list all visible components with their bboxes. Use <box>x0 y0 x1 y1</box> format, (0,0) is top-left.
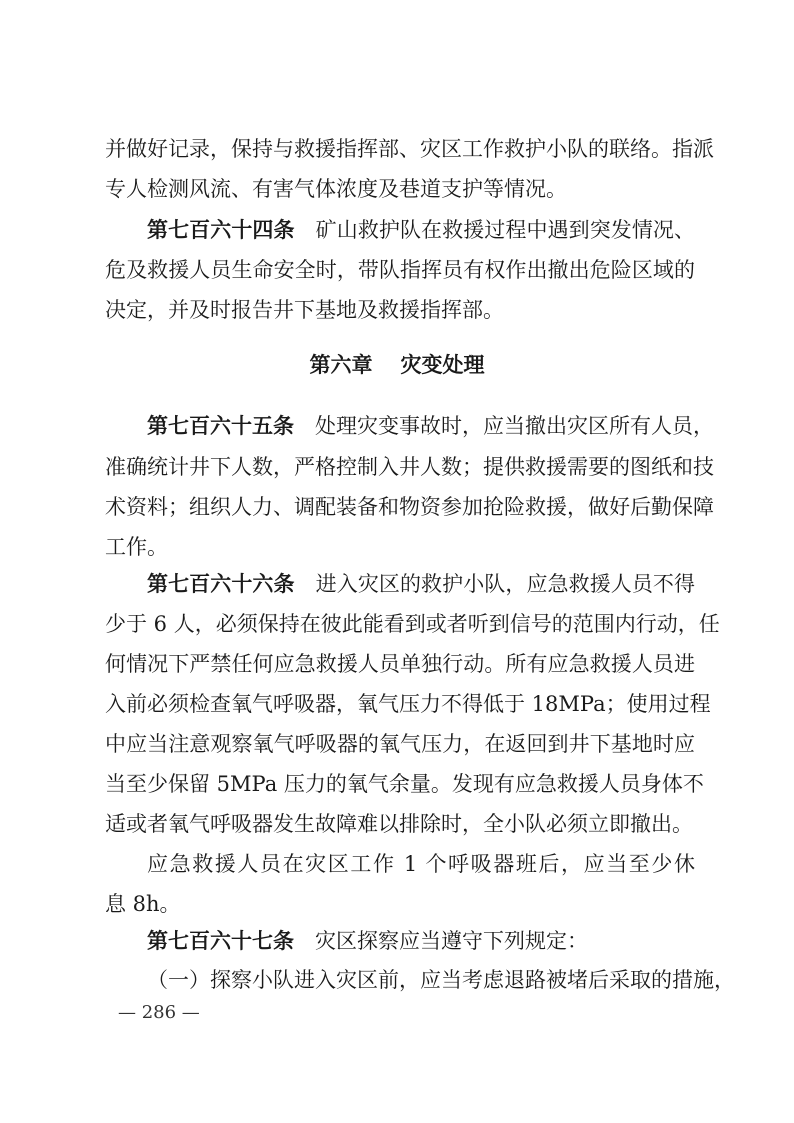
chapter-name: 灾变处理 <box>400 352 485 377</box>
list-item: （一）探察小队进入灾区前，应当考虑退路被堵后采取的措施， <box>147 968 735 992</box>
article-764-text: 矿山救护队在救援过程中遇到突发情况、 <box>315 218 696 242</box>
article-765-line <box>147 406 714 446</box>
chapter-heading <box>0 345 794 385</box>
text-line: 何情况下严禁任何应急救援人员单独行动。所有应急救援人员进 <box>105 652 695 676</box>
text-line: 并做好记录，保持与救援指挥部、灾区工作救护小队的联络。指派 <box>105 137 714 161</box>
text-line: 入前必须检查氧气呼吸器，氧气压力不得低于 18MPa；使用过程 <box>105 692 711 716</box>
article-767-text: 灾区探察应当遵守下列规定： <box>315 929 588 953</box>
text-line: 当至少保留 5MPa 压力的氧气余量。发现有应急救援人员身体不 <box>105 772 704 796</box>
article-764-line <box>147 210 695 250</box>
text-line: 术资料；组织人力、调配装备和物资参加抢险救援，做好后勤保障 <box>105 495 714 519</box>
article-766-line <box>147 564 695 604</box>
text-line: 应急救援人员在灾区工作 1 个呼吸器班后，应当至少休 <box>147 852 695 876</box>
page-number: — 286 — <box>118 1002 200 1023</box>
text-line: 息 8h。 <box>105 892 181 916</box>
article-766-title: 第七百六十六条 <box>147 571 295 596</box>
article-764-title: 第七百六十四条 <box>147 217 295 242</box>
text-line: 决定，并及时报告井下基地及救援指挥部。 <box>105 298 504 322</box>
article-765-text: 处理灾变事故时，应当撤出灾区所有人员， <box>315 414 714 438</box>
text-line: 中应当注意观察氧气呼吸器的氧气压力，在返回到井下基地时应 <box>105 732 695 756</box>
text-line: 准确统计井下人数，严格控制入井人数；提供救援需要的图纸和技 <box>105 455 714 479</box>
text-line: 危及救援人员生命安全时，带队指挥员有权作出撤出危险区域的 <box>105 258 695 282</box>
text-line: 适或者氧气呼吸器发生故障难以排除时，全小队必须立即撤出。 <box>105 812 693 836</box>
text-line: 专人检测风流、有害气体浓度及巷道支护等情况。 <box>105 177 567 201</box>
text-line: 工作。 <box>105 535 168 559</box>
article-765-title: 第七百六十五条 <box>147 413 294 438</box>
article-767-line <box>147 921 695 961</box>
chapter-number: 第六章 <box>309 352 373 377</box>
article-767-title: 第七百六十七条 <box>147 928 294 953</box>
article-766-text: 进入灾区的救护小队，应急救援人员不得 <box>315 572 696 596</box>
text-line: 少于 6 人，必须保持在彼此能看到或者听到信号的范围内行动，任 <box>105 612 720 636</box>
